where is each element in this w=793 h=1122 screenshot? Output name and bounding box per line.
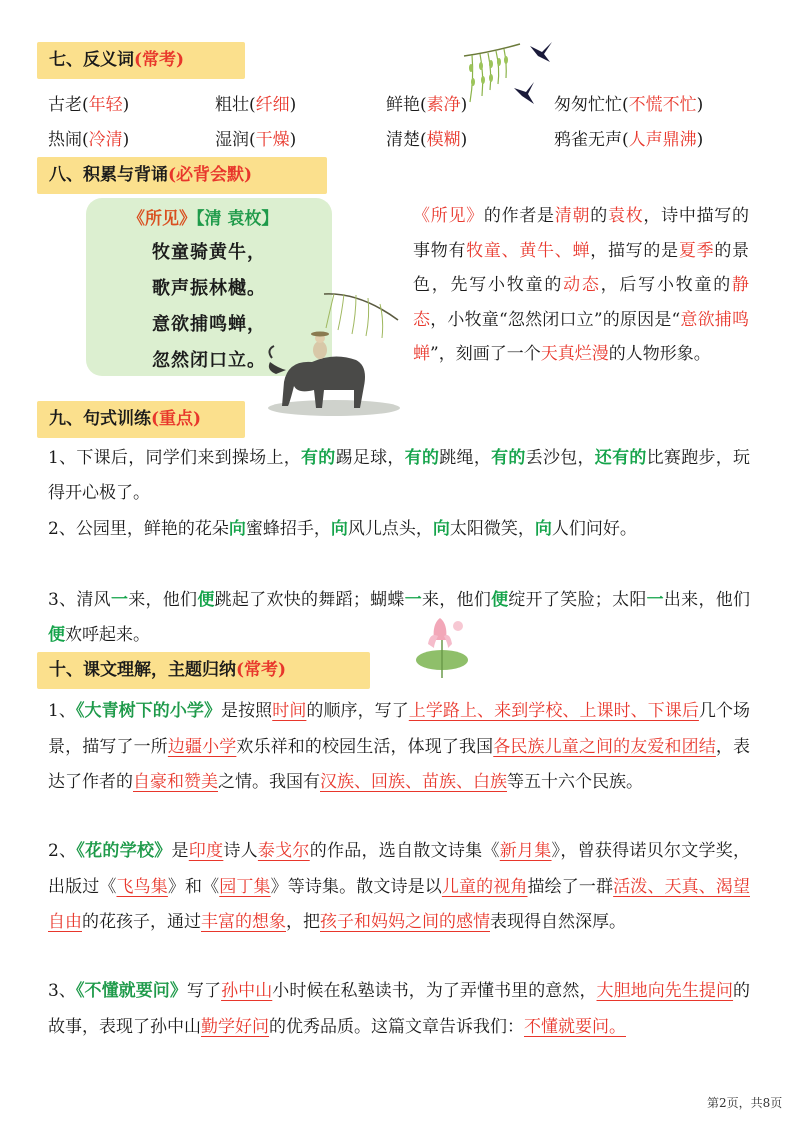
word: 湿润	[215, 130, 249, 150]
poem-heading	[128, 204, 278, 229]
text-run: 来，他们	[128, 590, 198, 610]
sentence-1	[48, 441, 750, 511]
text-run: 的花孩子，通过	[82, 912, 201, 932]
antonym-pair: 清楚(模糊)	[386, 130, 468, 150]
keyword: 一	[110, 590, 129, 610]
antonym: 纤细	[255, 95, 290, 115]
answer: 园丁集	[219, 876, 271, 897]
answer: 汉族、回族、苗族、白族	[320, 772, 507, 792]
text-run: ，描写的是	[590, 240, 679, 261]
section-9-tag: (重点)	[151, 409, 202, 429]
antonym: 年轻	[88, 95, 123, 115]
text-run: 2、	[48, 841, 77, 861]
text-run: 夏季	[678, 240, 715, 261]
answer: 大胆地向先生提问	[596, 981, 734, 1001]
text-run: 《所见》	[413, 206, 484, 226]
keyword: 还有的	[594, 448, 647, 468]
lesson-title: 《不懂就要问》	[75, 981, 187, 1001]
word: 热闹	[48, 130, 82, 150]
text-run: 意欲捕鸣蝉	[413, 309, 750, 364]
answer: 新月集	[499, 841, 552, 861]
text-run: 之情。我国有	[218, 772, 320, 792]
text-run: ，表达了作者的	[48, 736, 750, 792]
text-run: 风儿点头，	[347, 519, 433, 539]
buffalo-boy-illustration	[264, 290, 404, 420]
text-run: 出来，他们	[663, 590, 751, 610]
text-run: 欢乐祥和的校园生活，体现了我国	[236, 736, 494, 757]
antonym-pair: 鲜艳(素净)	[386, 95, 468, 115]
section-7-title: 七、反义词	[49, 50, 134, 70]
keyword: 一	[646, 590, 664, 610]
answer: 勤学好问	[201, 1016, 269, 1037]
text-run: 的人物形象。	[608, 344, 711, 364]
text-run: 太阳微笑，	[449, 519, 535, 539]
lotus-illustration	[412, 610, 472, 682]
lesson-title: 《大青树下的小学》	[75, 701, 222, 721]
word: 匆匆忙忙	[554, 95, 622, 115]
text-run: ，小牧童“忽然闭口立”的原因是“	[430, 309, 681, 330]
text-run: 3、	[48, 981, 76, 1001]
keyword: 向	[330, 519, 348, 539]
text-run: 》和《	[167, 876, 220, 897]
lesson-title: 《花的学校》	[76, 841, 172, 861]
keyword: 向	[228, 519, 246, 539]
section-10-tag: (常考)	[236, 660, 287, 680]
text-run: 清朝	[554, 206, 591, 226]
text-run: 来，他们	[421, 590, 492, 610]
answer: 边疆小学	[167, 736, 237, 757]
text-run: ，诗中描写的事物有	[413, 206, 750, 261]
antonym: 不慌不忙	[628, 95, 697, 115]
word: 古老	[48, 95, 82, 115]
poem-line: 歌声振林樾。	[152, 278, 266, 299]
answer: 丰富的想象	[201, 912, 286, 932]
text-run: 小时候在私塾读书，为了弄懂书里的意然，	[272, 981, 597, 1001]
text-run: 诗人	[223, 841, 258, 861]
section-8-header	[37, 157, 327, 194]
keyword: 向	[534, 519, 552, 539]
text-run: 人们问好。	[551, 519, 637, 539]
page-number: 第2页，共8页	[707, 1096, 783, 1110]
text-run: 跳绳，	[439, 448, 492, 468]
answer: 飞鸟集	[116, 876, 168, 897]
text-run: 1、下课后，同学们来到操场上，	[48, 448, 302, 468]
text-run: 天真烂漫	[540, 344, 609, 364]
text-run: 比赛跑步，玩得开心极了。	[48, 448, 751, 503]
text-run: 的顺序，写了	[306, 701, 409, 721]
keyword: 向	[432, 519, 450, 539]
text-run: 丢沙包，	[525, 448, 595, 468]
answer: 泰戈尔	[257, 841, 310, 861]
willow-swallows-illustration	[462, 38, 554, 112]
word: 粗壮	[215, 95, 249, 115]
antonym-row	[48, 88, 768, 123]
text-run: 静态	[413, 275, 750, 330]
answer: 不懂就要问。	[524, 1016, 626, 1037]
text-run: 》，曾获得诺贝尔文学奖，出版过《	[48, 841, 751, 897]
section-8-tag: (必背会默)	[168, 165, 253, 185]
text-run: 的景色，先写小牧童的	[413, 240, 750, 295]
antonym: 干燥	[255, 130, 290, 150]
poem-line: 忽然闭口立。	[152, 350, 266, 371]
word: 清楚	[386, 130, 420, 150]
antonym-grid	[48, 88, 768, 158]
keyword: 有的	[491, 448, 526, 468]
text-run: 的	[590, 206, 608, 226]
text-run: 欢呼起来。	[65, 625, 150, 645]
answer: 孩子和妈妈之间的感情	[320, 912, 490, 932]
text-run: 的故事，表现了孙中山	[48, 981, 751, 1037]
antonym: 模糊	[426, 130, 461, 150]
antonym-pair: 热闹(冷清)	[48, 130, 130, 150]
keyword: 便	[197, 590, 215, 610]
word: 鸦雀无声	[554, 130, 622, 150]
text-run: 的作品，选自散文诗集《	[309, 841, 500, 861]
antonym-pair: 古老(年轻)	[48, 95, 130, 115]
text-run: 是按照	[221, 701, 273, 721]
sentence-3	[48, 583, 750, 653]
text-run: 3、清风	[48, 590, 111, 610]
sentence-2	[48, 512, 750, 547]
section-9-header	[37, 401, 245, 438]
keyword: 有的	[404, 448, 440, 468]
antonym-pair: 粗壮(纤细)	[215, 95, 297, 115]
text-run: 2、公园里，鲜艳的花朵	[48, 519, 229, 539]
answer: 孙中山	[221, 981, 273, 1001]
text-run: 动态	[563, 275, 601, 295]
summary-1	[48, 694, 750, 801]
summary-3	[48, 974, 750, 1045]
text-run: 是	[171, 841, 189, 861]
keyword: 一	[404, 590, 422, 610]
text-run: 的优秀品质。这篇文章告诉我们：	[269, 1016, 524, 1037]
antonym-pair: 湿润(干燥)	[215, 130, 297, 150]
answer: 时间	[272, 701, 307, 721]
poem-analysis	[413, 199, 749, 372]
text-run: 跳起了欢快的舞蹈；蝴蝶	[214, 590, 405, 610]
text-run: 绽开了笑脸；太阳	[508, 590, 647, 610]
poem-author: 【清 袁枚】	[196, 209, 279, 229]
answer: 各民族儿童之间的友爱和团结	[493, 736, 716, 757]
text-run: 写了	[186, 981, 222, 1001]
antonym: 素净	[426, 95, 461, 115]
text-run: 》等诗集。散文诗是以	[270, 876, 442, 897]
answer: 活泼、天真、渴望自由	[48, 876, 750, 932]
antonym: 冷清	[88, 130, 123, 150]
antonym-pair: 鸦雀无声(人声鼎沸)	[554, 130, 704, 150]
text-run: 的作者是	[483, 206, 555, 226]
section-7-header	[37, 42, 245, 79]
antonym: 人声鼎沸	[628, 130, 697, 150]
poem-title: 《所见》	[128, 209, 196, 229]
answer: 印度	[188, 841, 224, 861]
text-run: ，后写小牧童的	[600, 275, 733, 295]
answer: 上学路上、来到学校、上课时、下课后	[408, 701, 699, 721]
antonym-pair: 匆匆忙忙(不慌不忙)	[554, 95, 704, 115]
section-10-header	[37, 652, 370, 689]
text-run: 1、	[48, 701, 76, 721]
word: 鲜艳	[386, 95, 420, 115]
text-run: 几个场景，描写了一所	[48, 701, 751, 757]
antonym-row	[48, 123, 768, 158]
keyword: 有的	[301, 448, 336, 468]
text-run: 蜜蜂招手，	[245, 519, 331, 539]
text-run: ，把	[286, 912, 320, 932]
text-run: 描绘了一群	[527, 876, 614, 897]
answer: 儿童的视角	[441, 876, 528, 897]
text-run: 踢足球，	[335, 448, 405, 468]
poem-line: 牧童骑黄牛，	[152, 242, 266, 263]
answer: 自豪和赞美	[133, 772, 218, 792]
keyword: 便	[48, 625, 65, 645]
section-8-title: 八、积累与背诵	[49, 165, 168, 185]
section-9-title: 九、句式训练	[49, 409, 151, 429]
text-run: 等五十六个民族。	[507, 772, 643, 792]
text-run: ”，刻画了一个	[430, 344, 541, 364]
section-7-tag: (常考)	[134, 50, 185, 70]
text-run: 表现得自然深厚。	[490, 912, 626, 932]
poem-line: 意欲捕鸣蝉，	[152, 314, 266, 335]
keyword: 便	[491, 590, 509, 610]
section-10-title: 十、课文理解，主题归纳	[49, 660, 236, 680]
text-run: 牧童、黄牛、蝉	[466, 240, 591, 261]
text-run: 袁枚	[607, 206, 644, 226]
summary-2	[48, 834, 750, 941]
